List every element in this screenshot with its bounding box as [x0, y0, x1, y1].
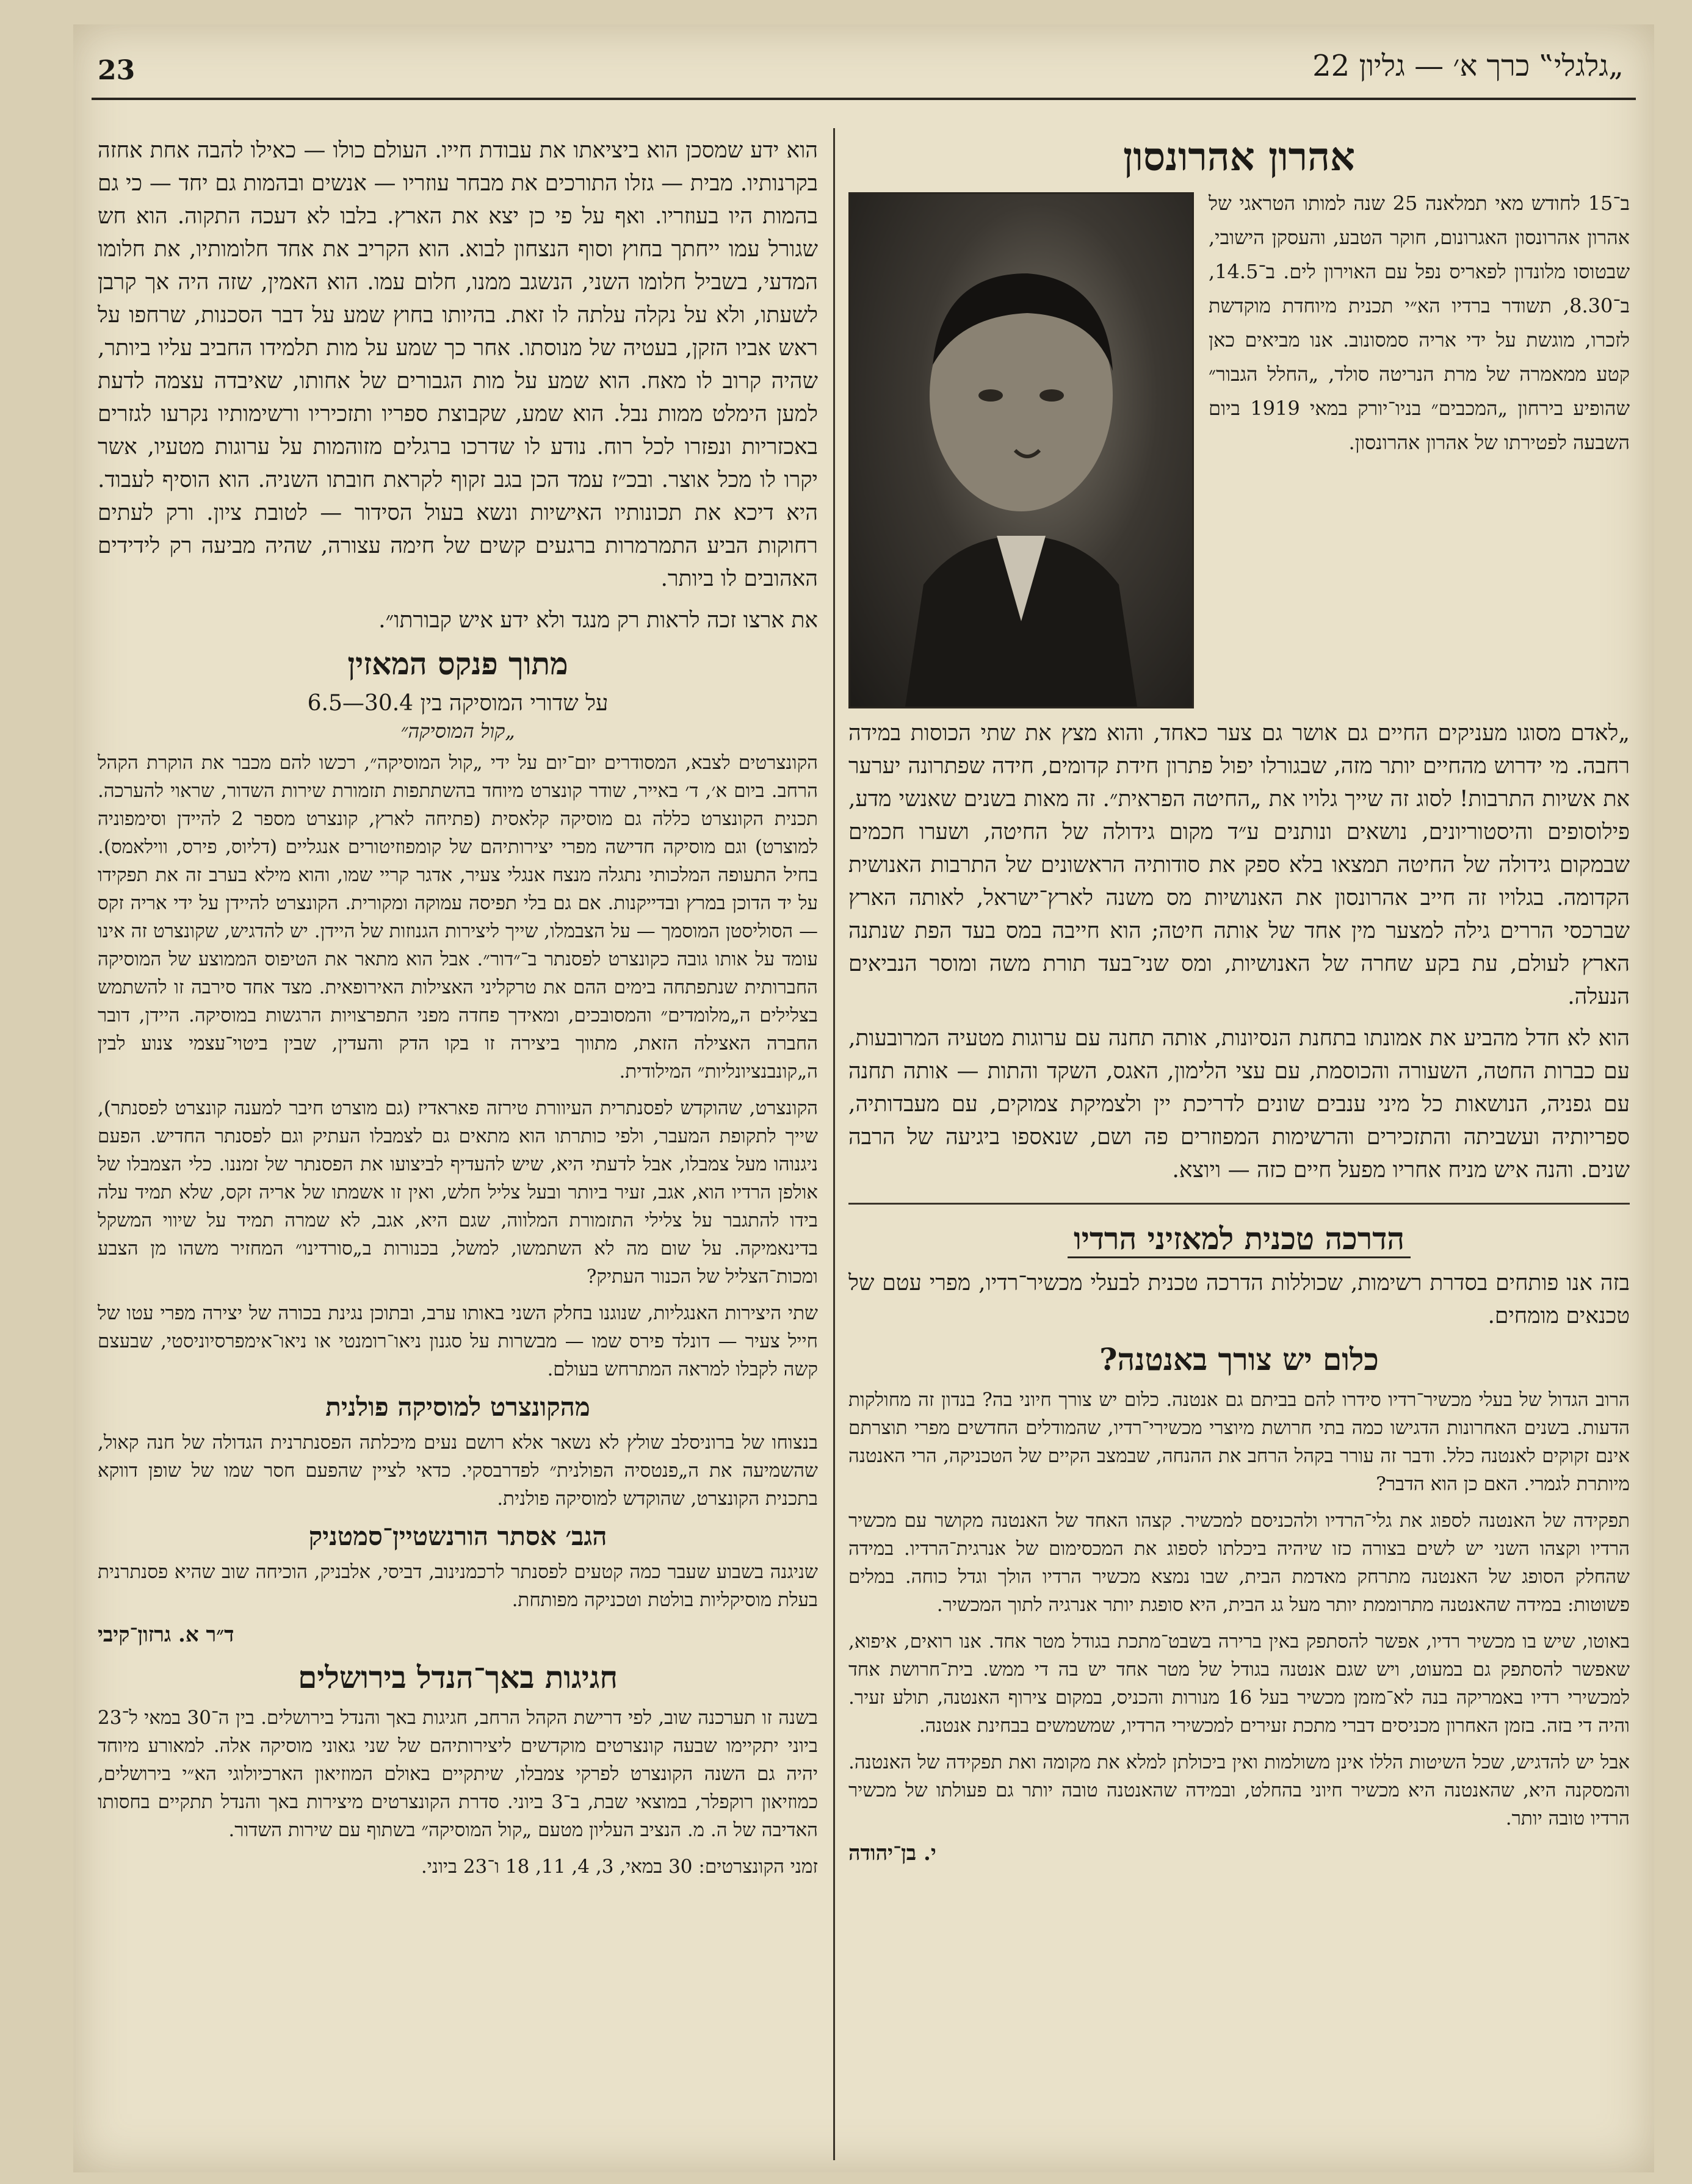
radio-paragraph: שתי היצירות האנגליות, שנוגנו בחלק השני באותו ערב, ובתוכן נגינת בכורה של יצירה מפרי עטו של חייל צעיר — דונלד פירס שמו — מבשרות על סגנון ניאו־רומנטי או ניאו־אימפרסיוניסטי, שבעצם קשה לקבלו למראה המתרחש בעולם.	[98, 1302, 818, 1380]
bach-dates: זמני הקונצרטים: 30 במאי, 3, 4, 11, 18 ו־23 ביוני.	[421, 1856, 818, 1878]
article-title: אהרון אהרונסון	[1123, 134, 1355, 180]
polish-concert-paragraph: בנצוחו של ברוניסלב שולץ לא נשאר אלא רושם נעים מיכלתה הפסנתרנית הגדולה של חנה קאול, שהשמיעה את ה„פנטסיה הפולנית״ לפדרבסקי. כדאי לציין שהפעם חסר שמו של שופן דווקא בתכנית הקונצרט, שהוקדש למוסיקה פולנית.	[98, 1432, 818, 1510]
radio-signature: ד״ר א. גרזון־קיבי	[98, 1623, 234, 1647]
portrait-photo	[848, 192, 1194, 708]
section-rule	[848, 1203, 1630, 1205]
bio-continuation: הוא ידע שמסכן הוא ביציאתו את עבודת חייו. העולם כולו — כאילו להבה אחת אחזה בקרנותיו. מבית — גזלו התורכים את מבחר עוזריו — אנשים ובהמות גם יחד — כי גם בהמות היו בעוזריו. ואף על פי כן יצא את הארץ. בלבו לא דעכה התקוה. הוא חש שגורל עמו ייחתך בחוץ וסוף הנצחון לבוא. הוא הקריב את אחד חלומותיו, את חלומו המדעי, בשביל חלומו השני, הנשגב ממנו, חלום עמו. הוא האמין, שזה היה אך קרבן לשעתו, ולא על נקלה עלתה לו זאת. בהיותו בחוץ שמע על דבר הסכנות, שרחפו על ראש אביו הזקן, בעטיה של מנוסתו. אחר כך שמע על מות תלמידו החביב עליו ביותר, שהיה קרוב לו מאח. הוא שמע על מות הגבורים של אחותו, שאיבדה עצמה לדעת למען הימלט ממות נבל. הוא שמע, שקבוצת ספריו ותזכיריו ורשימותיו נקרעו לגזרים באכזריות ונפזרו לכל רוח. נודע לו שדרכו ברגלים מזוהמות על ערוגות מטעיו, אשר יקרו לו מכל אוצר. ובכ״ז עמד הכן בגב זקוף לקראת חובתו השניה. הוא הוסיף לעבוד. היא דיכא את תכונותיו האישיות ונשא בעול הסידור — לטובת ציון. ורק לעתים רחוקות הביע התמרמרות ברגעים קשים של חימה עצורה, שהיה מביעה רק לידידים האהובים לו ביותר.	[98, 138, 818, 591]
intro-paragraph: ב־15 לחודש מאי תמלאנה 25 שנה למותו הטראגי של אהרון אהרונסון האגרונום, חוקר הטבע, והעסקן הישובי, שבטוסו מלונדון לפאריס נפל עם האוירון לים. ב־14.5, ב־8.30, תשודר ברדיו הא״י תכנית מיוחדת מוקדשת לזכרו, מוגשת על ידי אריה סמסונוב. אנו מביאים כאן קטע ממאמרה של מרת הנריטה סולד, „החלל הגבור״ שהופיע בירחון „המכבים״ בניו־יורק במאי 1919 ביום השבעה לפטירתו של אהרון אהרונסון.	[1209, 192, 1630, 454]
radio-section-label: „קול המוסיקה״	[400, 719, 515, 743]
antenna-paragraph: הרוב הגדול של בעלי מכשיר־רדיו סידרו להם בביתם גם אנטנה. כלום יש צורך חיוני בה? בנדון זה מחולקות הדעות. בשנים האחרונות הדגישו כמה בתי חרושת מיוצרי מכשירי־רדיו, שהמודלים החדשים מפרי תוצרתם אינם זקוקים לאנטנה כלל. ודבר זה עורר בקהל הרחב את ההנחה, שבמצב הקיים של הטכניקה, הרי האנטנה מיותרת לגמרי. האם כן הוא הדבר?	[848, 1389, 1630, 1495]
radio-section-subtitle: על שדורי המוסיקה בין 30.4—6.5	[307, 691, 609, 716]
column-divider	[833, 128, 835, 2160]
polish-concert-heading: מהקונצרט למוסיקה פולנית	[325, 1392, 590, 1422]
right-column	[848, 128, 1630, 1878]
bio-paragraph: הוא לא חדל מהביע את אמונתו בתחנת הנסיונות, אותה תחנה עם ערוגות מטעיה המרובעות, עם כברות החטה, השעורה והכוסמת, עם עצי הלימון, האגס, השקד והתות — אותה תחנה עם גפניה, הנושאות כל מיני ענבים שונים לדריכת יין ולצמיקת צמוקים, עם מעבדותיה, ספריותיה ועשביתה והתזכירים והרשימות המפוזרים פה ושם, שנאספו ביגיעה של הרבה שנים. והנה איש מניח אחריו מפעל חיים כזה — ויוצא.	[848, 1026, 1630, 1183]
tech-section-title: הדרכה טכנית למאזיני הרדיו	[848, 1220, 1630, 1258]
bio-paragraph: „לאדם מסוגו מעניקים החיים גם אושר גם צער כאחד, והוא מצץ את שתי הכוסות במידה רחבה. מי ידרוש מהחיים יותר מזה, שבגורלו יפול פתרון חידת קדומים, חידה שפתרונה יערער את אשיות התרבות! לסוג זה שייך גלויו את „החיטה הפראית״. זה מאות בשנים שאנשי מדע, פילוסופים והיסטוריונים, נושאים ונותנים ע״ד מקום גידולה של החיטה, ושערו חכמים שבמקום גידולה של החיטה תמצאו בלא ספק את סודותיה הראשונים של התרבות האנושית הקדומה. בגלויו זה חייב אהרונסון את האנושיות מס משנה לארץ־ישראל, לאותה הארץ שברכסי הררים גילה למצער מין אחד של אותה חיטה; הוא חייבה במס בעד הפת שנתנה הארץ לעולם, עת בקע שחרה של האנושיות, ומס שני־בעד תורת משה ומוסר הנביאים הנעלה.	[848, 721, 1630, 1009]
intro-box	[1209, 186, 1630, 468]
antenna-paragraph: אבל יש להדגיש, שכל השיטות הללו אינן משולמות ואין ביכולתן למלא את מקומה ואת תפקידה של האנטנה. והמסקנה היא, שהאנטנה היא מכשיר חיוני בהחלט, ובמידה שהאנטנה טובה יותר גם פעולתו של מכשיר הרדיו טובה יותר.	[848, 1751, 1630, 1829]
antenna-heading: כלום יש צורך באנטנה?	[1099, 1341, 1379, 1377]
masthead: „גלגלי‟ כרך א׳ — גליון 22	[1312, 49, 1624, 83]
antenna-paragraph: באוטו, שיש בו מכשיר רדיו, אפשר להסתפק באין ברירה בשבט־מתכת בגודל מטר אחד. אנו רואים, איפוא, שאפשר להסתפק גם במעוט, ויש שגם אנטנה בגודל של מטר אחד יש בה די ממש. בית־חרושת אחד למכשירי רדיו באמריקה בנה לא־מזמן מכשיר בעל 16 מנורות והכניס, במקום צירוף האנטנה, תולע זעיר. והיה די בזה. בזמן האחרון מכניסים דברי מתכת זעירים למכשירי הרדיו, שמשמשים בבחינת אנטנה.	[848, 1631, 1630, 1737]
bach-section-title: חגיגות באך־הנדל בירושלים	[298, 1659, 618, 1695]
left-column	[98, 134, 818, 1889]
bach-paragraph: בשנה זו תערכנה שוב, לפי דרישת הקהל הרחב, חגיגות באך והנדל בירושלים. בין ה־30 במאי ל־23 ביוני יתקיימו שבעה קונצרטים מוקדשים ליצירותיהם של שני גאוני מוסיקה אלה. למאורע מיוחד יהיה גם השנה הקונצרט לפרקי צמבלו, שיתקיים באולם המוזיאון הארכיולוגי הא״י בירושלים, כמוזיאון רוקפלר, במוצאי שבת, ב־3 ביוני. סדרת הקונצרטים מיצירות באך והנדל תתקיים בחסותו האדיבה של ה. מ. הנציב העליון מטעם „קול המוסיקה״ בשתוף עם שירות השדור.	[98, 1707, 818, 1841]
portrait-block	[848, 186, 1630, 717]
newspaper-page	[73, 24, 1654, 2172]
bio-ending: את ארצו זכה לראות רק מנגד ולא ידע איש קבורתו״.	[378, 608, 818, 633]
pianist-paragraph: שניגנה בשבוע שעבר כמה קטעים לפסנתר לרכמנינוב, דביסי, אלבניק, הוכיחה שוב שהיא פסנתרנית בעלת מוסיקליות בולטת וטכניקה מפותחת.	[98, 1561, 818, 1611]
portrait-figure	[850, 194, 1192, 707]
page-number: 23	[98, 55, 136, 86]
antenna-signature: י. בן־יהודה	[848, 1841, 936, 1865]
antenna-paragraph: תפקידה של האנטנה לספוג את גלי־הרדיו ולהכניסם למכשיר. קצהו האחד של האנטנה מקושר עם מכשיר הרדיו וקצהו השני יש לשים בצורה כזו שיהיה ביכלתו לספוג את המכסימום של אנרגית־הרדיו. במידה שהחלק הסופג של האנטנה מתרחק מאדמת הבית, שבו נמצא מכשיר הרדיו הולך וגדל כוחה. במלים פשוטות: במידה שהאנטנה מתרוממת יותר מעל גג הבית, היא סופגת יותר אנרגיה לתוך המכשיר.	[848, 1510, 1630, 1616]
radio-section-title: מתוך פנקס המאזין	[347, 646, 568, 682]
tech-intro: בזה אנו פותחים בסדרת רשימות, שכוללות הדרכה טכנית לבעלי מכשיר־רדיו, מפרי עטם של טכנאים מומחים.	[848, 1270, 1630, 1328]
radio-paragraph: הקונצרט, שהוקדש לפסנתרית העיוורת טירזה פאראדיז (גם מוצרט חיבר למענה קונצרט לפסנתר), שייך לתקופת המעבר, ולפי כותרתו הוא מתאים גם לצמבלו העתיק וגם לפסנתר החדיש. הפעם ניגנוהו מעל צמבלו, אבל לדעתי היא, שיש להעדיף לביצועו את הפסנתר של זמננו. כלי הצמבלו של אולפן הרדיו הוא, אגב, זעיר ביותר ובעל צליל חלש, ואין זו אשמתו של אריה זקס, שלא תמיד עלה בידו להתגבר על צלילי התזמורת המלווה, שגם היא, אגב, לא שמרה תמיד על שיווי המשקל בדינאמיקה. על שום מה לא השתמשו, למשל, בכנורות ב„סורדינו״ המחזיר משהו מן הצבע ומכות־הצליל של הכנור העתיק?	[98, 1097, 818, 1288]
header-rule	[92, 98, 1636, 100]
pianist-heading: הגב׳ אסתר הורנשטיין־סמטניק	[308, 1521, 607, 1551]
radio-paragraph: הקונצרטים לצבא, המסודרים יום־יום על ידי „קול המוסיקה״, רכשו להם מכבר את הוקרת הקהל הרחב. ביום א׳, ד׳ באייר, שודר קונצרט מיוחד בהשתתפות תזמורת שירות השדור, שראוי להערכה. תכנית הקונצרט כללה גם מוסיקה קלאסית (פתיחה לארץ, קונצרט מספר 2 להיידן וסימפוניה למוצרט) וגם מוסיקה חדישה מפרי יצירותיהם של קומפוזיטורים אנגליים (דליוס, פירס, ווילאמס). בחיל התעופה המלכותי נתגלה מנצח אנגלי צעיר, אדגר קריי שמו, והוא מילא בערב זה את תפקידו על יד הדוכן במרץ ובדייקנות. אם גם בלי תפיסה עמוקה ומקורית. הקונצרט להיידן על ידי אריה זקס — הסוליסטן המוסמך — על הצבמלו, שייך ליצירות הגנוזות של היידן. יש להדגיש, שקונצרט זה אינו עומד על אותו גובה כקונצרט לפסנתר ב־״דור״. אבל הוא מתאר את הטיפוס הממוצע של המוסיקה החברותית שנתפתחה בימים ההם את טרקליני האצילות האירופאית. מצד אחד סירבה זו להשתמש בצלילים ה„מלומדים״ והמסובכים, ומאידך פחדה מפני התפרצויות הרגשות במוסיקה. היידן, דובר החברה האצילה הזאת, מתווך ביצירה זו בקו הדק והעדין, שבין ביטוי־עצמי צנוע לבין ה„קונבנציונליות״ המילודית.	[98, 752, 818, 1083]
